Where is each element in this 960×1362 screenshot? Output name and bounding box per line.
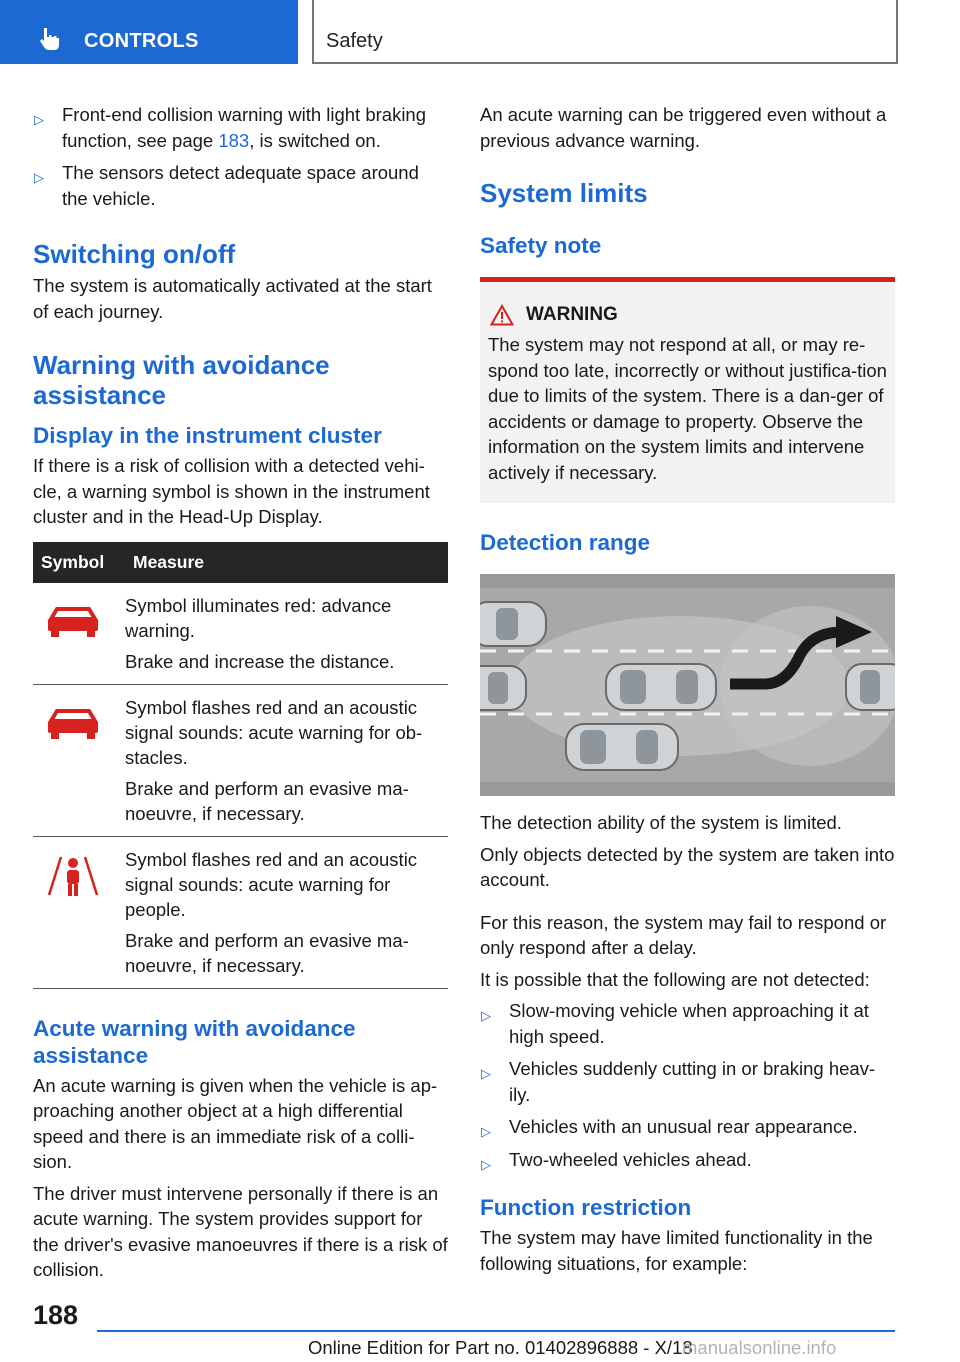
table-row <box>33 684 448 836</box>
bullet-triangle-icon: ▷ <box>481 1124 491 1139</box>
measure-text: Symbol flashes red and an acoustic signal sounds: acute warning for people. <box>125 848 418 920</box>
warning-header <box>488 304 887 326</box>
hand-pointer-icon <box>38 26 64 52</box>
list-item-text: Vehicles with an unusual rear appearance. <box>509 1116 858 1137</box>
col-symbol-header: Symbol <box>33 542 125 583</box>
section-title: Safety <box>326 30 383 52</box>
warning-text: The system may not respond at all, or may re-spond too late, incorrectly or without justifica-tion due to limits of the system. There is a dan-ger of accidents or damage to property. Observe the information on the system limits and intervene actively if necessary. <box>488 334 887 483</box>
detection-text: Only objects detected by the system are taken into account. <box>480 843 895 890</box>
detection-range-illustration <box>480 574 895 796</box>
warning-heading: Warning with avoidance assistance <box>33 350 330 410</box>
symbol-table <box>33 542 448 989</box>
acute-text: An acute warning is given when the vehicle is ap-proaching another object at a high differential speed and there is an immediate risk of a colli-sion. <box>33 1074 438 1172</box>
page-number: 188 <box>33 1300 79 1330</box>
list-item-text: The sensors detect adequate space around the vehicle. <box>62 162 419 209</box>
bullet-triangle-icon: ▷ <box>34 170 44 185</box>
bullet-triangle-icon: ▷ <box>481 1008 491 1023</box>
chapter-title: CONTROLS <box>84 30 199 52</box>
pedestrian-warning-icon <box>43 851 103 901</box>
list-item-text: Two-wheeled vehicles ahead. <box>509 1148 752 1170</box>
limits-heading: System limits <box>480 178 648 208</box>
left-column <box>33 102 448 1283</box>
list-item-text: Vehicles suddenly cutting in or braking heav-ily. <box>509 1058 876 1105</box>
bullet-triangle-icon: ▷ <box>481 1156 491 1172</box>
list-item <box>480 1114 895 1140</box>
switching-heading: Switching on/off <box>33 239 236 269</box>
list-item <box>33 102 448 153</box>
chapter-tab <box>0 0 298 64</box>
right-column <box>480 102 895 1276</box>
road-scene-image <box>480 574 895 796</box>
acute-text: The driver must intervene personally if there is an acute warning. The system provides support for the driver's evasive manoeuvres if there is a risk of collision. <box>33 1182 448 1280</box>
table-row <box>33 836 448 988</box>
display-text: If there is a risk of collision with a detected vehi-cle, a warning symbol is shown in the instrument cluster and in the Head-Up Display. <box>33 455 430 527</box>
function-text: The system may have limited functionality in the following situations, for example: <box>480 1227 873 1274</box>
detection-heading: Detection range <box>480 530 651 555</box>
list-item <box>480 998 895 1049</box>
measure-text: Brake and perform an evasive ma-noeuvre, if necessary. <box>125 929 409 976</box>
car-warning-icon <box>43 703 103 743</box>
not-detected-list <box>480 998 895 1172</box>
col-measure-header: Measure <box>125 542 448 583</box>
section-tab <box>312 0 898 64</box>
display-heading: Display in the instrument cluster <box>33 423 382 448</box>
intro-text: An acute warning can be triggered even without a previous advance warning. <box>480 104 887 151</box>
footer-divider <box>97 1330 895 1332</box>
measure-text: Symbol flashes red and an acoustic signal sounds: acute warning for ob-stacles. <box>125 696 423 768</box>
list-item <box>480 1147 895 1173</box>
list-item <box>480 1056 895 1107</box>
list-item <box>33 160 448 211</box>
warning-label: WARNING <box>526 304 618 325</box>
switching-text: The system is automatically activated at the start of each journey. <box>33 275 432 322</box>
warning-box <box>480 277 895 503</box>
edition-text: Online Edition for Part no. 01402896888 - X/18 <box>308 1337 693 1358</box>
function-heading: Function restriction <box>480 1195 692 1220</box>
measure-text: Symbol illuminates red: advance warning. <box>125 594 392 641</box>
watermark: manualsonline.info <box>682 1337 837 1358</box>
list-item-text: Front-end collision warning with light braking function, see page <box>62 104 427 151</box>
list-item-text: Slow-moving vehicle when approaching it at high speed. <box>509 1000 869 1047</box>
detection-text: It is possible that the following are not detected: <box>480 968 870 990</box>
list-item-text: , is switched on. <box>249 129 381 151</box>
measure-text: Brake and perform an evasive ma-noeuvre, if necessary. <box>125 777 409 824</box>
requirement-list <box>33 102 448 211</box>
bullet-triangle-icon: ▷ <box>34 112 44 127</box>
detection-text: The detection ability of the system is limited. <box>480 812 842 833</box>
detection-text: For this reason, the system may fail to respond or only respond after a delay. <box>480 911 887 958</box>
safety-heading: Safety note <box>480 233 602 258</box>
warning-triangle-icon <box>490 304 514 326</box>
acute-heading: Acute warning with avoidance assistance <box>33 1015 356 1068</box>
bullet-triangle-icon: ▷ <box>481 1066 491 1081</box>
page-link[interactable]: 183 <box>218 129 250 151</box>
car-warning-icon <box>43 601 103 641</box>
measure-text: Brake and increase the distance. <box>125 650 395 672</box>
table-row <box>33 583 448 685</box>
